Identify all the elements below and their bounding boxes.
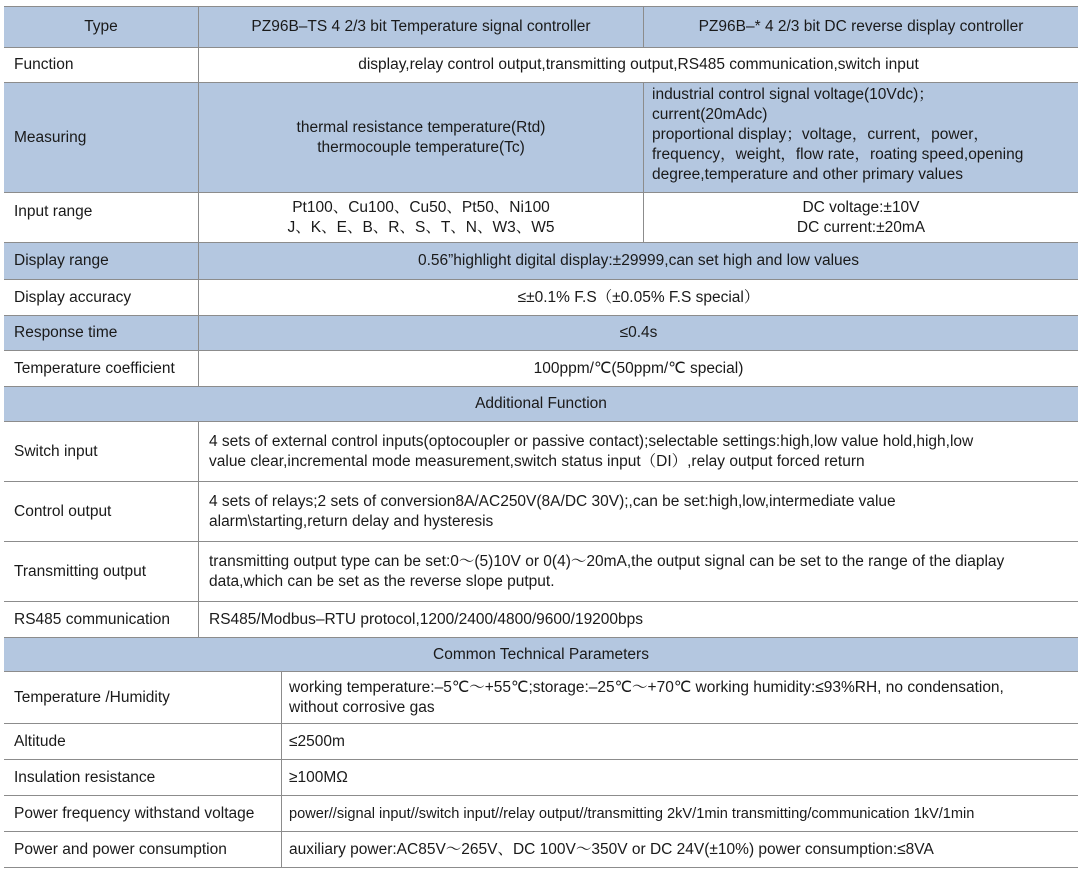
altitude-value: ≤2500m <box>281 724 1078 759</box>
input-range-row <box>4 193 1078 243</box>
insulation-value: ≥100MΩ <box>281 760 1078 795</box>
withstand-value: power//signal input//switch input//relay output//transmitting 2kV/1min transmitting/communication 1kV/1min <box>281 796 1078 831</box>
measuring-row <box>4 83 1078 193</box>
header-row <box>4 6 1078 48</box>
temp-humidity-value <box>281 672 1078 723</box>
power-row <box>4 832 1078 868</box>
display-accuracy-label: Display accuracy <box>14 288 132 306</box>
response-time-row <box>4 316 1078 351</box>
switch-input-row <box>4 422 1078 482</box>
transmitting-output-label: Transmitting output <box>14 562 147 580</box>
measuring-col1-line: thermal resistance temperature(Rtd) <box>296 118 546 136</box>
insulation-label: Insulation resistance <box>14 768 156 786</box>
measuring-col2-line: industrial control signal voltage(10Vdc)； <box>652 86 934 103</box>
measuring-col2-line: degree,temperature and other primary values <box>652 166 964 183</box>
function-value: display,relay control output,transmitting output,RS485 communication,switch input <box>198 48 1078 82</box>
control-output-line: 4 sets of relays;2 sets of conversion8A/AC250V(8A/DC 30V);,can be set:high,low,intermediate value <box>209 492 896 510</box>
control-output-label: Control output <box>14 502 112 520</box>
additional-function-header <box>4 387 1078 422</box>
input-range-col2-line: DC voltage:±10V <box>802 198 920 216</box>
input-range-col2-line: DC current:±20mA <box>796 218 926 236</box>
transmitting-output-line: data,which can be set as the reverse slope putput. <box>209 572 555 590</box>
control-output-line: alarm\starting,return delay and hysteresis <box>209 512 494 530</box>
display-range-value: 0.56”highlight digital display:±29999,can set high and low values <box>198 243 1078 279</box>
power-label: Power and power consumption <box>14 840 227 858</box>
temp-humidity-row <box>4 672 1078 724</box>
rs485-label: RS485 communication <box>14 610 170 628</box>
measuring-label: Measuring <box>14 128 87 146</box>
function-label: Function <box>14 56 74 73</box>
measuring-col2-line: current(20mAdc) <box>652 106 768 123</box>
common-params-title: Common Technical Parameters <box>433 645 649 663</box>
measuring-col1-line: thermocouple temperature(Tc) <box>317 138 525 156</box>
switch-input-line: 4 sets of external control inputs(optocoupler or passive contact);selectable settings:high,low value hold,high,low <box>209 432 974 450</box>
input-range-col2 <box>643 193 1078 242</box>
display-range-row <box>4 243 1078 280</box>
altitude-label: Altitude <box>14 732 66 750</box>
rs485-value: RS485/Modbus–RTU protocol,1200/2400/4800/9600/19200bps <box>198 602 1078 637</box>
transmitting-output-line: transmitting output type can be set:0～(5)10V or 0(4)～20mA,the output signal can be set to the range of the diaplay <box>209 552 1005 570</box>
display-accuracy-value: ≤±0.1% F.S（±0.05% F.S special） <box>198 280 1078 315</box>
measuring-col2-line: proportional display；voltage，current，power， <box>652 126 989 143</box>
input-range-col1 <box>198 193 643 242</box>
measuring-col2-line: frequency，weight，flow rate，roating speed,opening <box>652 146 1024 163</box>
temp-coefficient-value: 100ppm/℃(50ppm/℃ special) <box>198 351 1078 386</box>
display-accuracy-row <box>4 280 1078 316</box>
function-row <box>4 48 1078 83</box>
temp-humidity-label: Temperature /Humidity <box>14 688 170 706</box>
withstand-label: Power frequency withstand voltage <box>14 804 255 822</box>
measuring-col2 <box>643 83 1078 192</box>
common-params-header <box>4 638 1078 672</box>
response-time-label: Response time <box>14 324 118 341</box>
withstand-row <box>4 796 1078 832</box>
transmitting-output-value <box>198 542 1078 601</box>
display-range-label: Display range <box>14 252 109 269</box>
switch-input-label: Switch input <box>14 442 98 460</box>
rs485-row <box>4 602 1078 638</box>
transmitting-output-row <box>4 542 1078 602</box>
header-col1: PZ96B–TS 4 2/3 bit Temperature signal controller <box>198 7 643 47</box>
switch-input-line: value clear,incremental mode measurement,switch status input（DI）,relay output forced return <box>209 452 865 470</box>
power-value: auxiliary power:AC85V～265V、DC 100V～350V or DC 24V(±10%) power consumption:≤8VA <box>281 832 1078 867</box>
measuring-col1 <box>198 83 643 192</box>
temp-humidity-line: working temperature:–5℃～+55℃;storage:–25℃～+70℃ working humidity:≤93%RH, no condensation, <box>289 678 1004 696</box>
temp-coefficient-row <box>4 351 1078 387</box>
control-output-row <box>4 482 1078 542</box>
input-range-col1-line: Pt100、Cu100、Cu50、Pt50、Ni100 <box>292 198 550 216</box>
temp-coefficient-label: Temperature coefficient <box>14 359 175 377</box>
input-range-label: Input range <box>14 203 93 220</box>
input-range-col1-line: J、K、E、B、R、S、T、N、W3、W5 <box>287 218 555 236</box>
control-output-value <box>198 482 1078 541</box>
switch-input-value <box>198 422 1078 481</box>
temp-humidity-line: without corrosive gas <box>289 698 435 716</box>
response-time-value: ≤0.4s <box>198 316 1078 350</box>
type-label: Type <box>84 18 118 35</box>
altitude-row <box>4 724 1078 760</box>
additional-function-title: Additional Function <box>475 395 607 412</box>
insulation-row <box>4 760 1078 796</box>
header-col2: PZ96B–* 4 2/3 bit DC reverse display controller <box>643 7 1078 47</box>
